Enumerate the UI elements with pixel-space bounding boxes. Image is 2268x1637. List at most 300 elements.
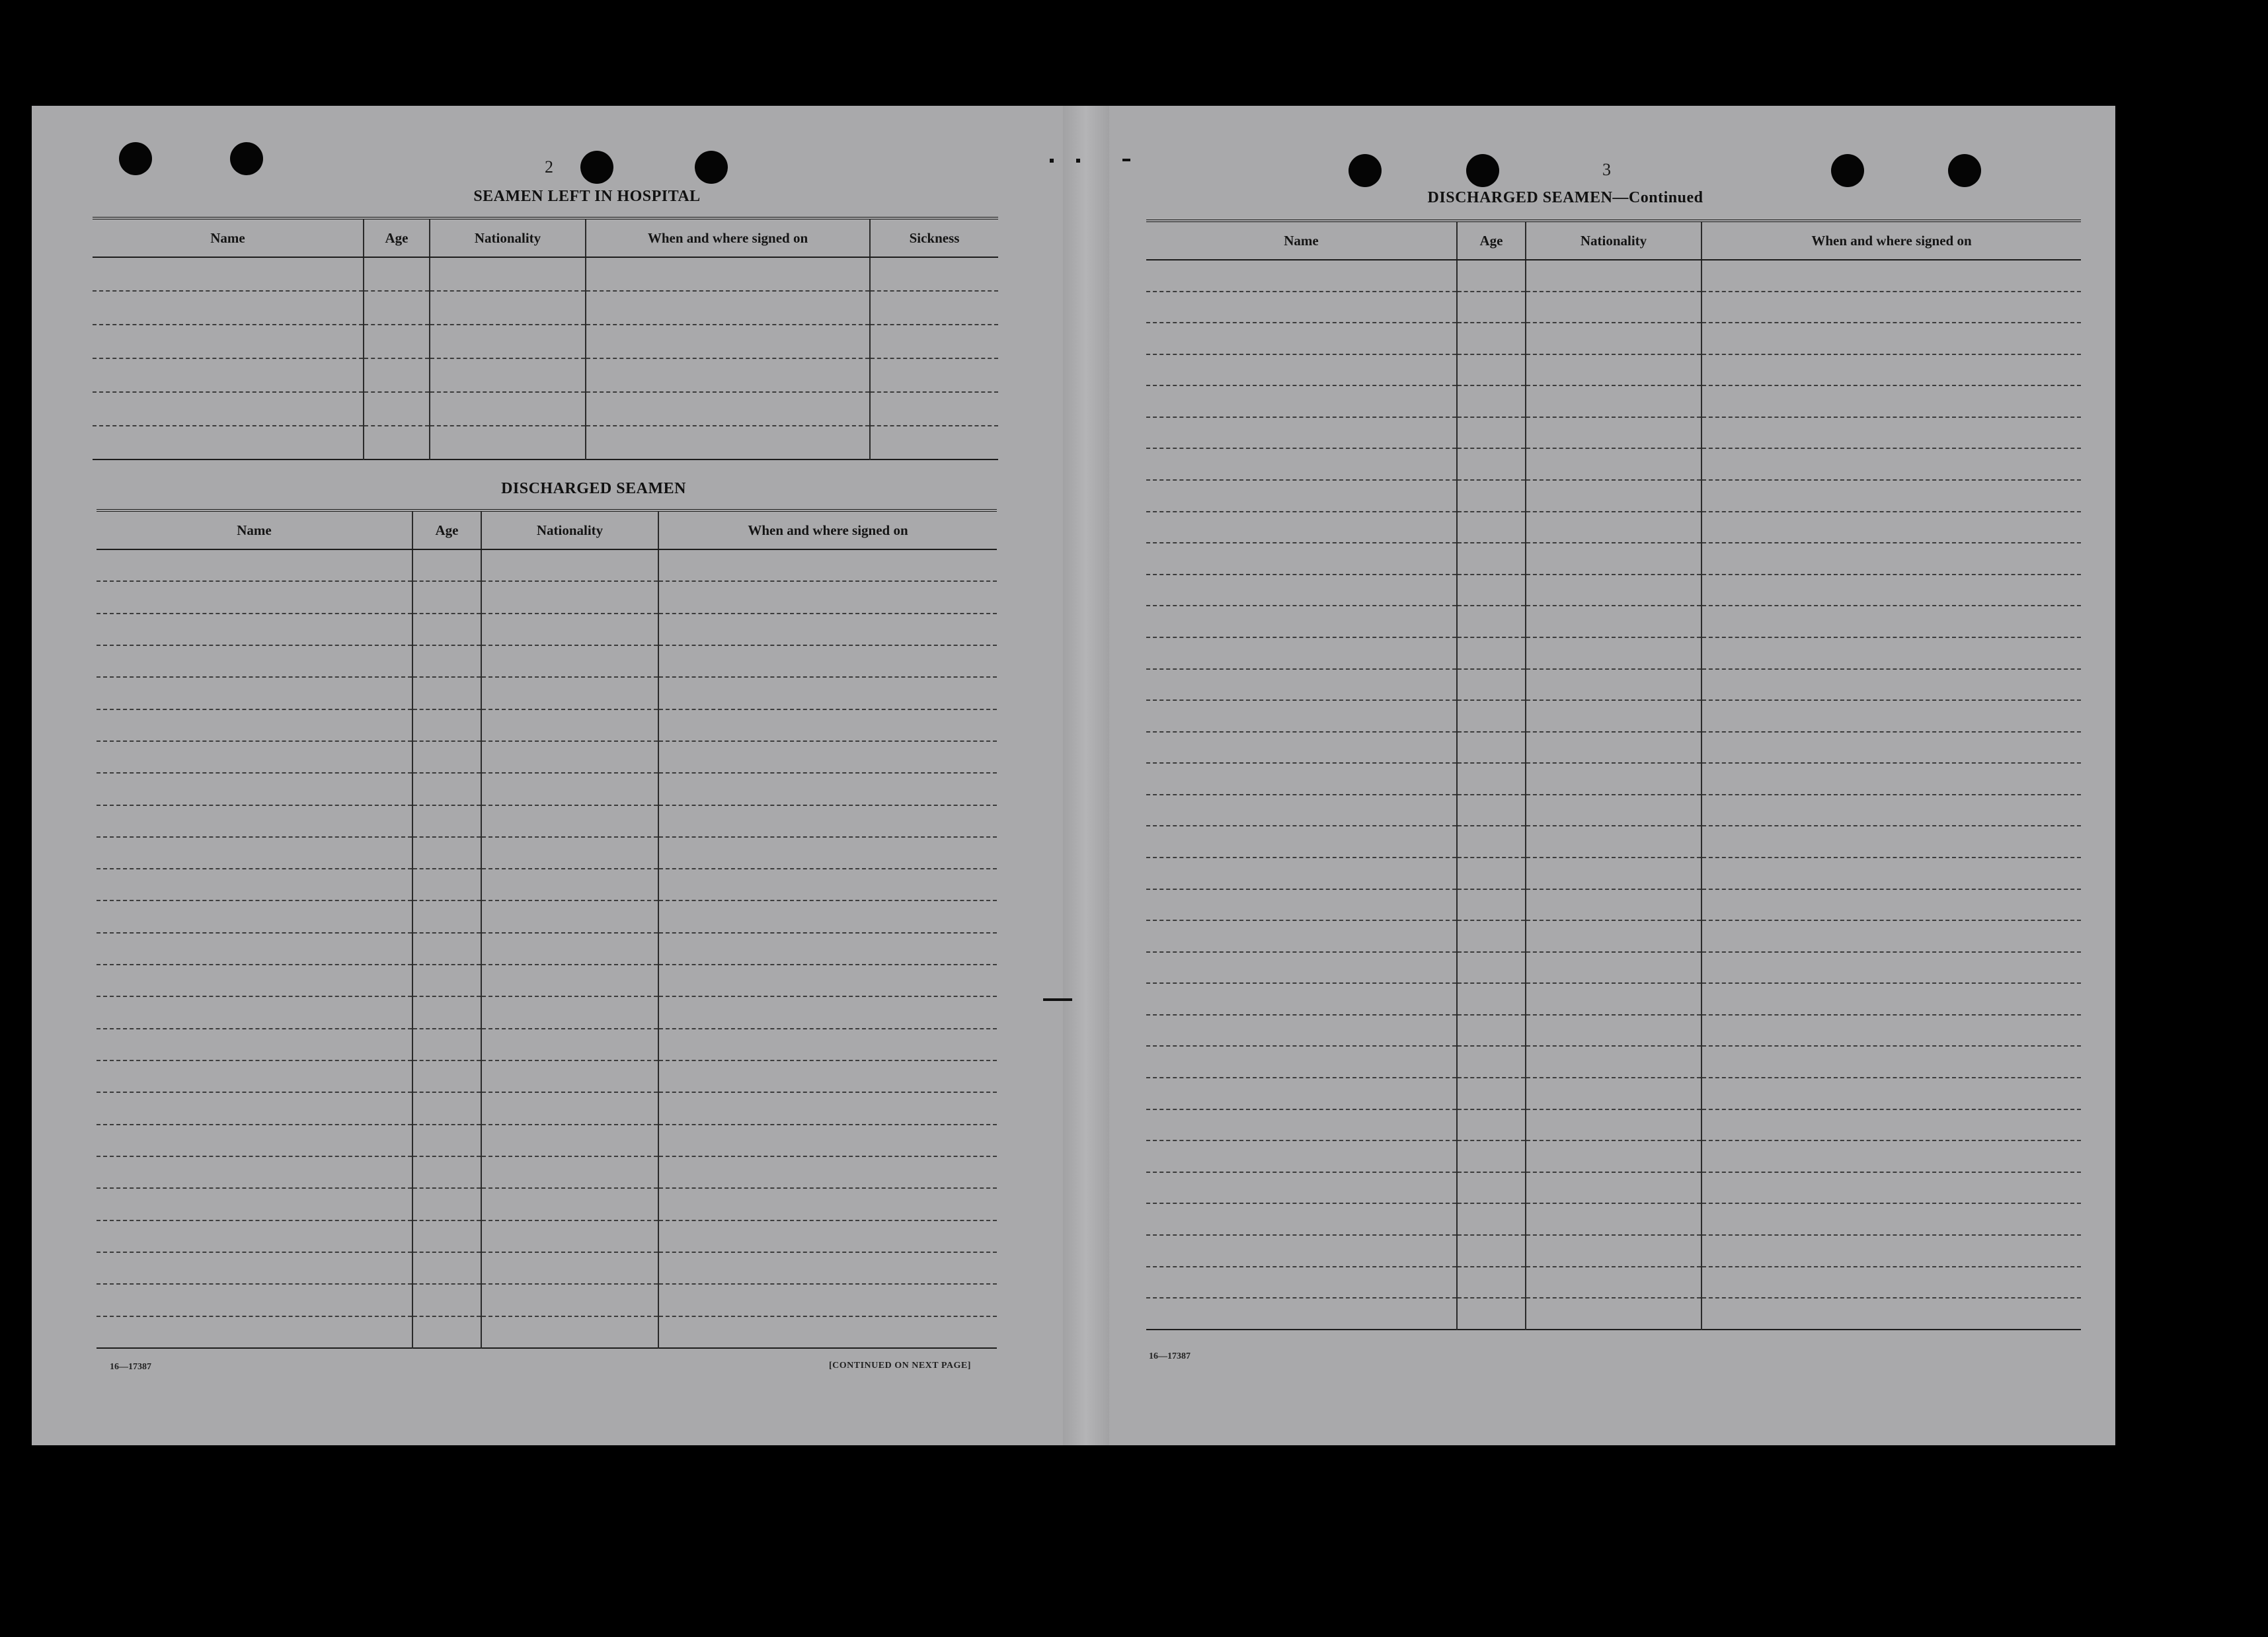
table-row [1146,512,2081,543]
discharged-table [97,509,997,1349]
table-cell [658,1029,997,1060]
table-cell [430,257,586,291]
table-row [1146,732,2081,764]
table-cell [481,581,658,613]
table-cell [430,426,586,459]
table-cell [586,325,870,358]
table-cell [1457,1140,1526,1172]
table-cell [1457,575,1526,606]
table-cell [93,325,364,358]
table-cell [481,709,658,741]
table-cell [1146,385,1457,417]
table-row [97,773,997,805]
table-row [97,1156,997,1188]
table-cell [1146,858,1457,889]
table-row [1146,292,2081,323]
table-cell [93,257,364,291]
column-header: Nationality [430,218,586,257]
table-row [1146,575,2081,606]
table-cell [1701,920,2081,952]
table-cell [1701,1046,2081,1078]
page-number: 2 [545,157,553,177]
table-cell [412,1252,481,1284]
table-cell [97,1252,412,1284]
table-cell [481,645,658,677]
table-row [1146,920,2081,952]
table-cell [1526,354,1701,386]
table-cell [481,614,658,645]
column-header: Age [364,218,430,257]
punch-hole [119,142,152,175]
table-row [93,291,998,325]
table-cell [1701,763,2081,795]
table-cell [412,837,481,869]
table-cell [1701,858,2081,889]
table-cell [1146,700,1457,732]
table-cell [481,549,658,581]
table-cell [1457,858,1526,889]
table-cell [97,1125,412,1156]
punch-hole [1948,154,1981,187]
table-cell [658,900,997,932]
discharged-continued-table-body [1146,260,2081,1330]
table-cell [1701,669,2081,701]
table-cell [481,1125,658,1156]
table-cell [1457,1172,1526,1204]
table-row [1146,260,2081,292]
table-cell [1701,448,2081,480]
column-header: When and where signed on [1701,221,2081,260]
table-cell [1146,1140,1457,1172]
table-cell [481,933,658,965]
table-cell [481,677,658,709]
table-cell [1526,1046,1701,1078]
table-cell [1146,637,1457,669]
table-cell [1457,1015,1526,1047]
table-cell [658,645,997,677]
table-cell [412,1156,481,1188]
table-cell [1457,1298,1526,1330]
ink-speck [1050,159,1054,163]
table-row [97,1220,997,1252]
table-cell [481,965,658,996]
table-cell [1457,1078,1526,1109]
table-cell [481,837,658,869]
table-cell [97,869,412,900]
continued-note: [CONTINUED ON NEXT PAGE] [829,1361,971,1371]
table-row [1146,826,2081,858]
table-cell [1146,1109,1457,1141]
table-cell [1457,952,1526,984]
table-cell [658,837,997,869]
table-cell [412,805,481,837]
table-cell [870,291,998,325]
table-cell [1526,385,1701,417]
table-cell [1526,512,1701,543]
table-cell [658,1284,997,1316]
table-cell [1146,983,1457,1015]
table-cell [1457,385,1526,417]
table-cell [1457,637,1526,669]
discharged-table-body [97,549,997,1348]
table-cell [1146,480,1457,512]
table-header-row [93,218,998,257]
table-row [97,933,997,965]
table-row [1146,1298,2081,1330]
table-cell [97,677,412,709]
section-title-discharged-continued: DISCHARGED SEAMEN—Continued [1427,189,1703,206]
table-cell [1457,983,1526,1015]
table-row [97,645,997,677]
table-cell [93,291,364,325]
table-row [97,869,997,900]
table-cell [1526,1078,1701,1109]
table-cell [412,1284,481,1316]
table-cell [1457,826,1526,858]
table-cell [870,392,998,426]
table-cell [364,291,430,325]
table-cell [1457,480,1526,512]
table-cell [1701,1298,2081,1330]
table-row [1146,1267,2081,1298]
table-cell [870,426,998,459]
table-row [97,709,997,741]
table-cell [97,549,412,581]
table-cell [1701,354,2081,386]
table-cell [412,1060,481,1092]
table-cell [1457,606,1526,637]
table-row [97,996,997,1028]
table-cell [1526,920,1701,952]
table-row [1146,480,2081,512]
table-cell [658,741,997,773]
table-row [1146,952,2081,984]
table-cell [1701,1140,2081,1172]
table-cell [1526,575,1701,606]
table-cell [97,996,412,1028]
table-cell [1457,795,1526,826]
table-cell [97,581,412,613]
table-cell [1146,575,1457,606]
table-cell [1701,480,2081,512]
table-cell [1526,889,1701,921]
table-cell [1146,920,1457,952]
table-cell [1146,826,1457,858]
table-cell [97,933,412,965]
table-cell [1457,448,1526,480]
table-cell [1701,575,2081,606]
table-cell [1701,889,2081,921]
table-cell [481,1060,658,1092]
discharged-continued-table [1146,220,2081,1330]
table-cell [1457,512,1526,543]
table-row [97,581,997,613]
table-header-row [1146,221,2081,260]
table-cell [1146,1235,1457,1267]
table-cell [1701,606,2081,637]
table-row [1146,1109,2081,1141]
table-cell [658,549,997,581]
table-cell [1526,417,1701,449]
table-cell [658,1252,997,1284]
table-cell [412,773,481,805]
column-header: Name [97,510,412,549]
table-cell [97,645,412,677]
table-cell [1146,1267,1457,1298]
table-cell [658,773,997,805]
table-cell [1457,763,1526,795]
table-row [1146,354,2081,386]
table-cell [1701,732,2081,764]
table-cell [1701,292,2081,323]
table-cell [364,426,430,459]
table-cell [412,1092,481,1124]
table-cell [658,709,997,741]
table-row [1146,983,2081,1015]
table-cell [1526,480,1701,512]
table-cell [1526,763,1701,795]
table-cell [97,709,412,741]
table-cell [1457,889,1526,921]
table-cell [97,1220,412,1252]
table-cell [1526,1109,1701,1141]
table-cell [658,581,997,613]
table-cell [1701,323,2081,354]
ink-speck [1122,159,1130,161]
table-row [97,805,997,837]
table-cell [1701,385,2081,417]
punch-hole [1349,154,1382,187]
table-cell [1146,1172,1457,1204]
table-row [97,614,997,645]
ink-speck [1043,998,1072,1001]
table-cell [1701,1078,2081,1109]
table-cell [1526,795,1701,826]
table-cell [586,291,870,325]
table-row [93,358,998,392]
table-row [1146,669,2081,701]
table-cell [1146,1046,1457,1078]
table-cell [1457,1235,1526,1267]
table-cell [430,325,586,358]
table-cell [1457,732,1526,764]
table-cell [412,1188,481,1220]
table-cell [364,325,430,358]
table-cell [1146,606,1457,637]
table-cell [1457,260,1526,292]
table-cell [364,257,430,291]
table-row [97,1316,997,1349]
table-cell [1457,417,1526,449]
punch-hole [230,142,263,175]
table-cell [1526,543,1701,575]
table-cell [412,869,481,900]
page-gutter [1063,106,1109,1445]
table-cell [364,358,430,392]
table-cell [1701,512,2081,543]
table-cell [1146,763,1457,795]
table-cell [1701,1015,2081,1047]
table-cell [412,996,481,1028]
table-cell [1701,1203,2081,1235]
table-cell [658,1092,997,1124]
table-cell [1701,1109,2081,1141]
table-row [1146,1172,2081,1204]
table-cell [870,358,998,392]
table-cell [1526,292,1701,323]
table-cell [481,1156,658,1188]
form-number: 16—17387 [110,1362,151,1372]
table-cell [1146,260,1457,292]
table-cell [1701,952,2081,984]
table-cell [1526,983,1701,1015]
table-row [1146,1046,2081,1078]
table-row [97,837,997,869]
table-cell [658,1156,997,1188]
column-header: Name [1146,221,1457,260]
column-header: Name [93,218,364,257]
table-cell [1146,795,1457,826]
table-header-row [97,510,997,549]
table-row [1146,889,2081,921]
table-row [97,1252,997,1284]
table-cell [1457,1109,1526,1141]
ink-speck [1076,159,1080,163]
table-cell [97,1316,412,1349]
table-cell [658,965,997,996]
table-cell [97,741,412,773]
table-cell [412,614,481,645]
column-header: Nationality [1526,221,1701,260]
table-cell [364,392,430,426]
table-row [93,325,998,358]
table-cell [586,426,870,459]
table-row [97,900,997,932]
table-cell [1457,354,1526,386]
table-cell [481,1284,658,1316]
punch-hole [695,151,728,184]
table-cell [481,900,658,932]
table-cell [1701,260,2081,292]
table-cell [93,392,364,426]
table-cell [1146,732,1457,764]
table-cell [658,1220,997,1252]
table-row [93,392,998,426]
table-cell [1457,1203,1526,1235]
table-cell [412,1220,481,1252]
table-cell [93,426,364,459]
table-row [1146,1078,2081,1109]
table-cell [1146,1298,1457,1330]
table-row [1146,1203,2081,1235]
table-cell [1457,1267,1526,1298]
table-cell [1701,700,2081,732]
table-row [1146,417,2081,449]
table-cell [658,1316,997,1349]
table-cell [1701,417,2081,449]
form-number: 16—17387 [1149,1351,1191,1361]
table-cell [658,1125,997,1156]
table-cell [1526,1140,1701,1172]
table-cell [1146,417,1457,449]
table-cell [412,1029,481,1060]
table-cell [1526,1203,1701,1235]
table-cell [1526,858,1701,889]
table-cell [1701,1235,2081,1267]
table-cell [481,1252,658,1284]
table-cell [97,1092,412,1124]
table-row [1146,1235,2081,1267]
table-cell [1526,1235,1701,1267]
table-cell [481,1188,658,1220]
table-cell [658,1188,997,1220]
table-cell [658,1060,997,1092]
table-cell [1526,260,1701,292]
hospital-table-body [93,257,998,459]
table-cell [412,581,481,613]
table-row [1146,385,2081,417]
table-cell [97,1188,412,1220]
table-row [1146,637,2081,669]
column-header: Nationality [481,510,658,549]
table-cell [1457,543,1526,575]
table-cell [1146,952,1457,984]
table-cell [1701,826,2081,858]
punch-hole [580,151,613,184]
table-row [97,1029,997,1060]
table-cell [97,1156,412,1188]
table-cell [481,773,658,805]
table-cell [412,677,481,709]
table-cell [1146,1015,1457,1047]
table-cell [1526,1298,1701,1330]
table-cell [1146,512,1457,543]
table-cell [1526,1172,1701,1204]
table-row [97,1060,997,1092]
table-cell [1146,669,1457,701]
table-row [1146,795,2081,826]
table-row [1146,448,2081,480]
table-cell [1146,1078,1457,1109]
table-cell [1701,983,2081,1015]
table-cell [97,1029,412,1060]
table-row [93,426,998,459]
column-header: When and where signed on [586,218,870,257]
table-cell [870,257,998,291]
section-title-discharged: DISCHARGED SEAMEN [501,480,686,497]
column-header: Age [412,510,481,549]
table-cell [658,996,997,1028]
table-cell [1526,448,1701,480]
table-cell [1526,1267,1701,1298]
table-cell [481,1092,658,1124]
table-row [97,1125,997,1156]
table-cell [481,996,658,1028]
table-row [1146,543,2081,575]
table-cell [1457,323,1526,354]
table-row [1146,606,2081,637]
table-cell [412,549,481,581]
column-header: Sickness [870,218,998,257]
table-cell [412,709,481,741]
table-cell [97,614,412,645]
table-cell [1146,543,1457,575]
table-cell [97,1060,412,1092]
table-row [97,1092,997,1124]
table-cell [1701,1172,2081,1204]
table-row [1146,700,2081,732]
table-cell [430,358,586,392]
